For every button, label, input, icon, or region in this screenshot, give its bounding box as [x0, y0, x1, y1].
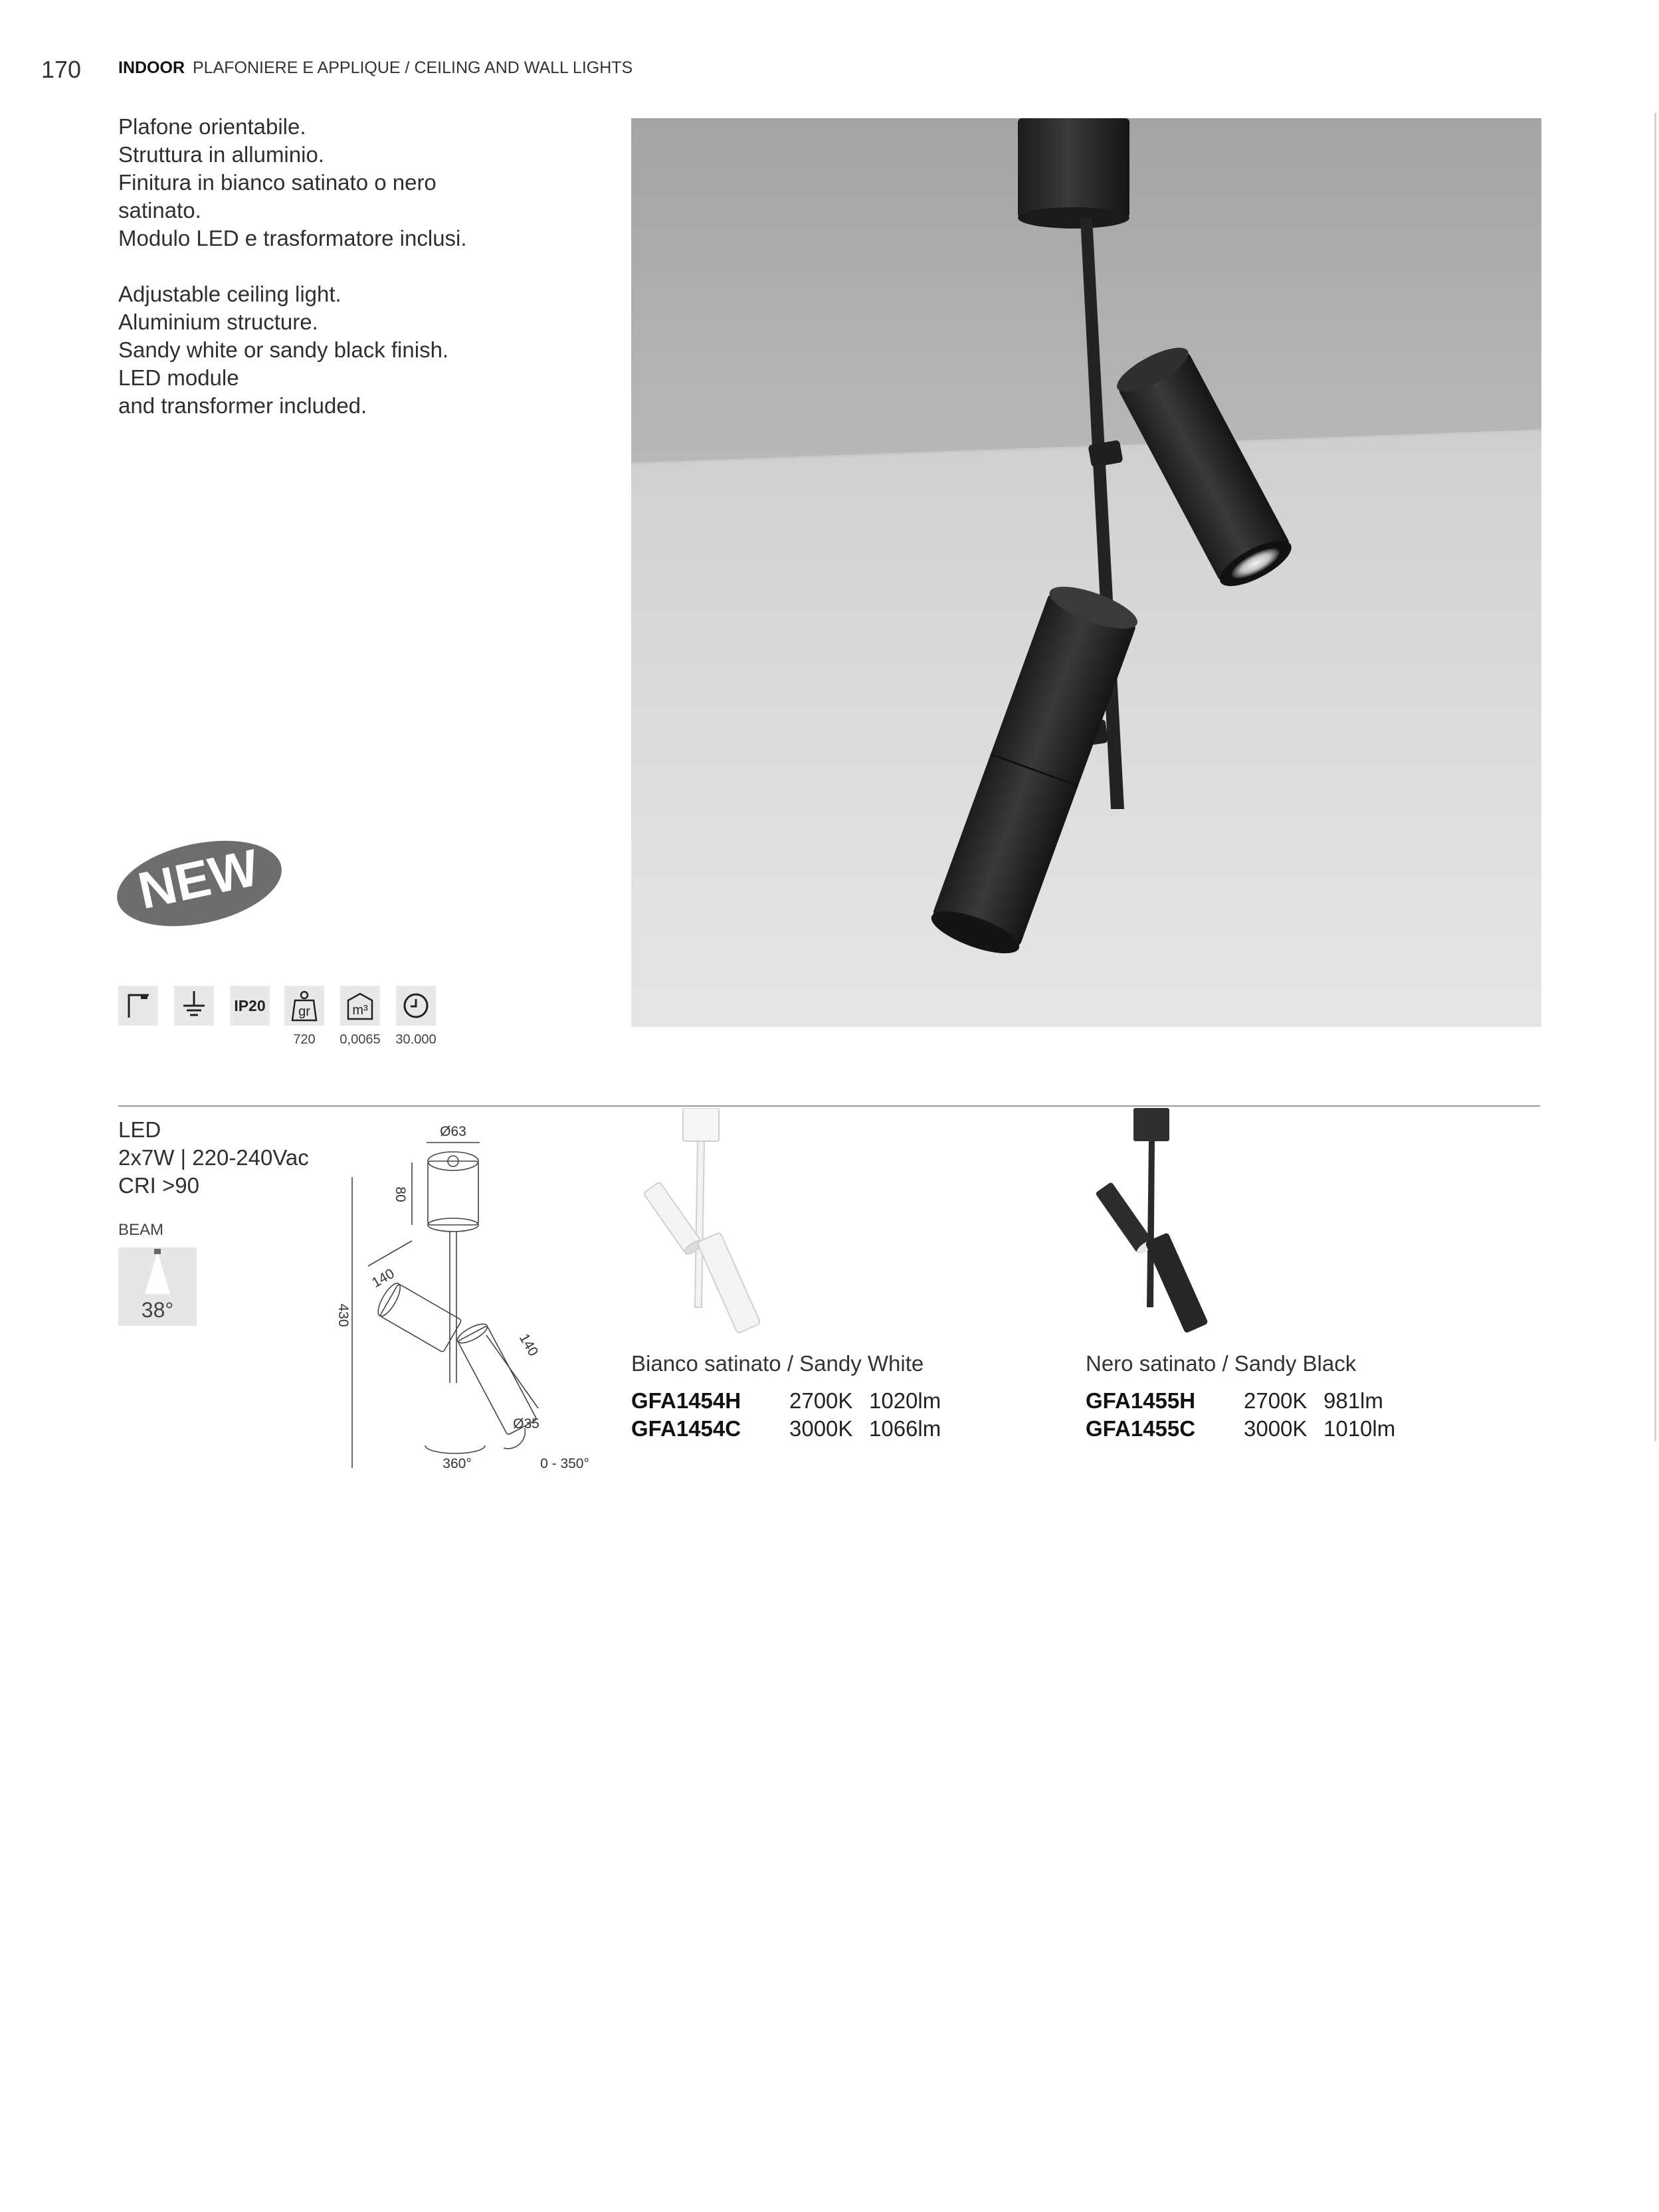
color-temperature: 3000K	[789, 1416, 853, 1441]
section-divider	[118, 1105, 1540, 1107]
description-line: satinato.	[118, 198, 201, 223]
description-italian	[118, 113, 467, 252]
dim-total-height: 430	[336, 1303, 351, 1327]
description-line: LED module	[118, 365, 239, 390]
new-badge	[114, 838, 284, 929]
description-line: Modulo LED e trasformatore inclusi.	[118, 226, 467, 250]
beam-angle-icon	[118, 1247, 197, 1326]
beam-label: BEAM	[118, 1221, 164, 1239]
description-line: Struttura in alluminio.	[118, 142, 324, 167]
description-line: Adjustable ceiling light.	[118, 282, 342, 306]
lumen-output: 1066lm	[869, 1416, 941, 1441]
variant-white-image	[631, 1108, 791, 1340]
description-line: Sandy white or sandy black finish.	[118, 337, 449, 362]
led-specs	[118, 1116, 309, 1200]
lumen-output: 1020lm	[869, 1388, 941, 1413]
ip-rating-icon: IP20	[230, 986, 270, 1026]
ground-icon	[174, 986, 214, 1026]
technical-drawing	[312, 1116, 605, 1479]
description-line: Aluminium structure.	[118, 310, 318, 334]
product-photo	[631, 118, 1541, 1027]
table-row	[631, 1388, 941, 1414]
weight-icon	[284, 986, 324, 1026]
page-header	[118, 58, 633, 78]
variant-black-finish: Nero satinato / Sandy Black	[1086, 1351, 1357, 1376]
color-temperature: 3000K	[1244, 1416, 1308, 1441]
product-code: GFA1454C	[631, 1416, 741, 1441]
category-title: PLAFONIERE E APPLIQUE / CEILING AND WALL LIGHTS	[193, 58, 633, 77]
product-code: GFA1455C	[1086, 1416, 1196, 1441]
volume-icon	[340, 986, 380, 1026]
dim-tilt: 0 - 350°	[540, 1456, 589, 1471]
dim-arm-upper: 140	[369, 1265, 397, 1291]
light-source: LED	[118, 1117, 161, 1142]
section-title: INDOOR	[118, 58, 185, 77]
beam-angle-value: 38°	[141, 1298, 174, 1322]
lumen-output: 1010lm	[1323, 1416, 1396, 1441]
product-code: GFA1455H	[1086, 1388, 1196, 1413]
description-english	[118, 280, 448, 420]
page-number: 170	[41, 56, 82, 83]
cri-rating: CRI >90	[118, 1173, 199, 1198]
description-line: Plafone orientabile.	[118, 114, 306, 139]
product-code: GFA1454H	[631, 1388, 741, 1413]
color-temperature: 2700K	[789, 1388, 853, 1413]
variant-white-finish: Bianco satinato / Sandy White	[631, 1351, 924, 1376]
ceiling-mount-icon	[118, 986, 158, 1026]
variant-black-image	[1086, 1108, 1245, 1340]
lifetime-value: 30.000	[395, 1032, 437, 1047]
table-row	[631, 1416, 941, 1441]
dim-diameter-top: Ø63	[440, 1124, 466, 1139]
volume-unit: m³	[352, 1003, 368, 1018]
power-rating: 2x7W | 220-240Vac	[118, 1145, 309, 1170]
table-row	[1086, 1388, 1383, 1414]
new-badge-label: NEW	[133, 838, 264, 921]
color-temperature: 2700K	[1244, 1388, 1308, 1413]
volume-value: 0,0065	[340, 1032, 381, 1047]
description-line: Finitura in bianco satinato o nero	[118, 170, 437, 195]
dim-diameter-spot: Ø35	[513, 1416, 539, 1431]
clock-icon	[396, 986, 436, 1026]
description-line: and transformer included.	[118, 393, 367, 418]
lumen-output: 981lm	[1323, 1388, 1383, 1413]
dim-canopy-height: 80	[393, 1186, 408, 1202]
weight-unit: gr	[298, 1004, 310, 1019]
page-edge	[1654, 113, 1656, 1441]
dim-arm-lower: 140	[516, 1331, 541, 1359]
weight-value: 720	[293, 1032, 316, 1047]
table-row	[1086, 1416, 1395, 1441]
dim-rotation: 360°	[442, 1456, 472, 1471]
